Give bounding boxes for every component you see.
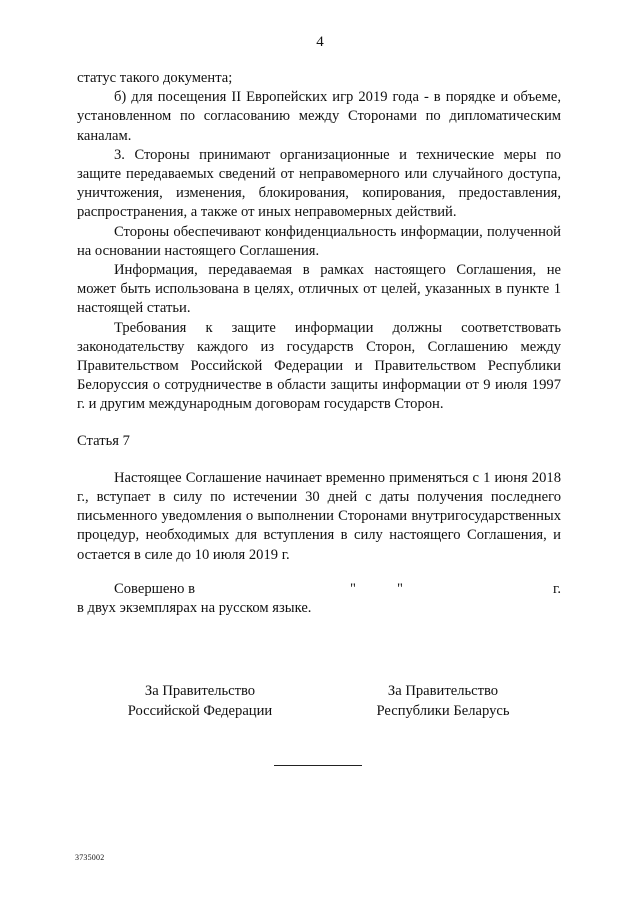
signature-block-belarus xyxy=(343,682,543,721)
paragraph-item-b: б) для посещения II Европейских игр 2019 года - в порядке и объеме, установленном по согласованию между Сторонами по дипломатическим каналам. xyxy=(77,89,561,144)
paragraph-information-use: Информация, передаваемая в рамках настоящего Соглашения, не может быть использована в целях, отличных от целей, указанных в пункте 1 настоящей статьи. xyxy=(77,262,561,317)
signature-right-line2: Республики Беларусь xyxy=(376,702,510,719)
quote-close: " xyxy=(397,580,403,597)
document-body xyxy=(77,69,561,618)
year-suffix: г. xyxy=(553,580,561,597)
article-heading: Статья 7 xyxy=(77,432,130,449)
signature-right-line1: За Правительство xyxy=(387,683,499,699)
quote-open: " xyxy=(350,580,356,597)
signature-block-russia xyxy=(100,682,300,721)
page-number: 4 xyxy=(316,34,324,50)
paragraph-continuation: статус такого документа; xyxy=(77,70,233,86)
done-at-label: Совершено в xyxy=(114,580,195,597)
paragraph-confidentiality: Стороны обеспечивают конфиденциальность информации, полученной на основании настоящего Соглашения. xyxy=(77,223,561,259)
done-at-line xyxy=(77,580,561,599)
signature-left-line1: За Правительство xyxy=(144,683,256,699)
end-divider xyxy=(274,765,362,766)
copies-text: в двух экземплярах на русском языке. xyxy=(77,600,312,617)
footer-code: 3735002 xyxy=(75,853,105,862)
signature-left-line2: Российской Федерации xyxy=(127,702,273,719)
article-7-text: Настоящее Соглашение начинает временно применяться с 1 июня 2018 г., вступает в силу по истечении 30 дней с даты получения последнего письменного уведомления о выполнении Сторонами внутригосударственных процедур, необходимых для вступления в силу настоящего Соглашения, и остается в силе до 10 июля 2019 г. xyxy=(77,469,561,563)
paragraph-item-3: 3. Стороны принимают организационные и технические меры по защите передаваемых сведений от неправомерного или случайного доступа, уничтожения, изменения, блокирования, копирования, предоставления, распространения, а также от иных неправомерных действий. xyxy=(77,146,561,221)
paragraph-protection-requirements: Требования к защите информации должны соответствовать законодательству каждого из государств Сторон, Соглашению между Правительством Российской Федерации и Правительством Республики Белоруссия о сотрудничестве в области защиты информации от 9 июля 1997 г. и другим международным договорам государств Сторон. xyxy=(77,319,561,413)
